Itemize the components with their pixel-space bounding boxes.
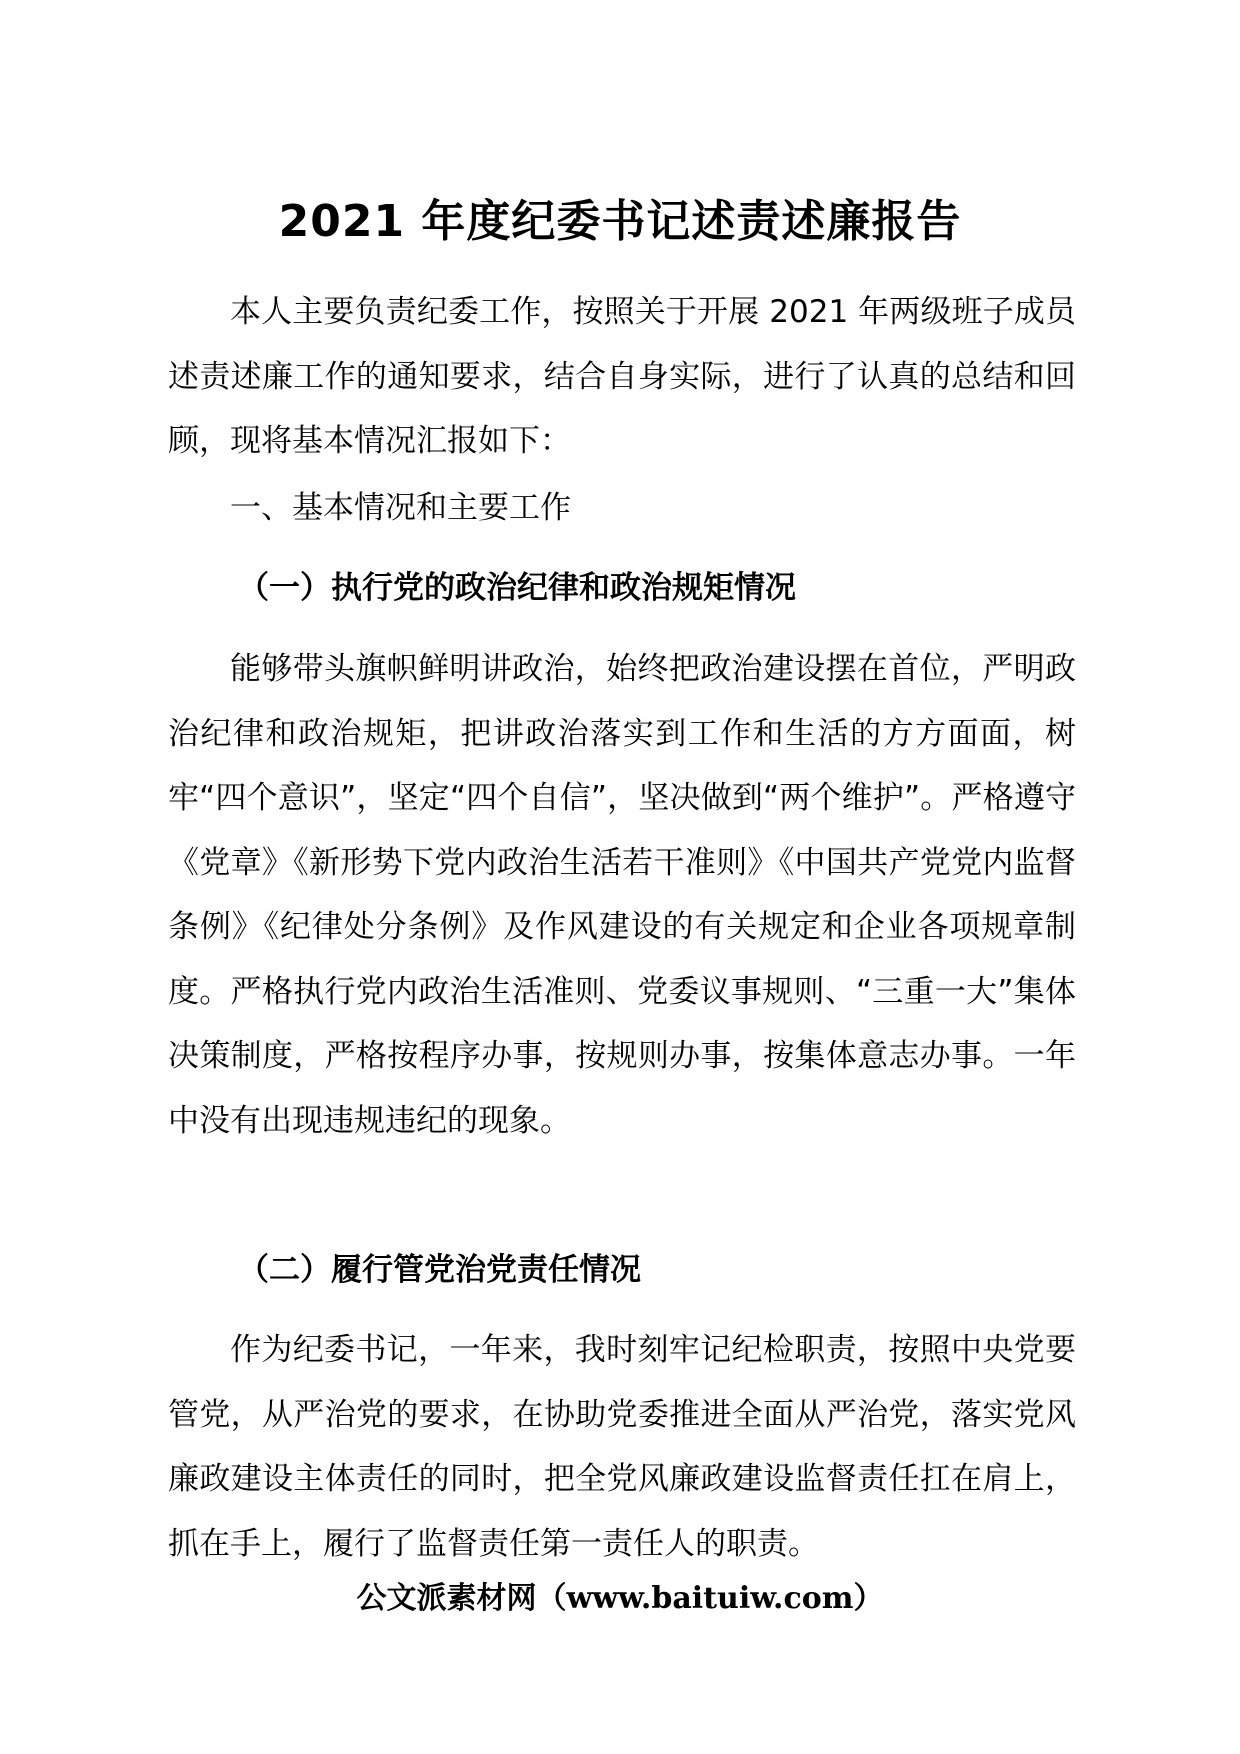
intro-paragraph: 本人主要负责纪委工作，按照关于开展 2021 年两级班子成员述责述廉工作的通知要求，结合自身实际，进行了认真的总结和回顾，现将基本情况汇报如下： [168, 294, 1076, 459]
subsection-1-paragraph: 能够带头旗帜鲜明讲政治，始终把政治建设摆在首位，严明政治纪律和政治规矩，把讲政治落实到工作和生活的方方面面，树牢“四个意识”，坚定“四个自信”，坚决做到“两个维护”。严格遵守《党章》《新形势下党内政治生活若干准则》《中国共产党党内监督条例》《纪律处分条例》及作风建设的有关规定和企业各项规章制度。严格执行党内政治生活准则、党委议事规则、“三重一大”集体决策制度，严格按程序办事，按规则办事，按集体意志办事。一年中没有出现违规违纪的现象。 [168, 651, 1076, 1139]
subsection-2-heading: （二）履行管党治党责任情况 [238, 1252, 641, 1288]
subsection-2-paragraph: 作为纪委书记，一年来，我时刻牢记纪检职责，按照中央党要管党，从严治党的要求，在协助党委推进全面从严治党，落实党风廉政建设主体责任的同时，把全党风廉政建设监督责任扛在肩上，抓在手上，履行了监督责任第一责任人的职责。 [168, 1332, 1076, 1562]
footer-site-name: 公文派素材网 [356, 1581, 537, 1616]
document-title: 2021 年度纪委书记述责述廉报告 [278, 196, 962, 247]
section-1-heading: 一、基本情况和主要工作 [230, 490, 571, 526]
footer-watermark [0, 1574, 1240, 1624]
footer-site-url: （www.baituiw.com） [536, 1581, 884, 1616]
subsection-1-heading: （一）执行党的政治纪律和政治规矩情况 [238, 570, 796, 606]
